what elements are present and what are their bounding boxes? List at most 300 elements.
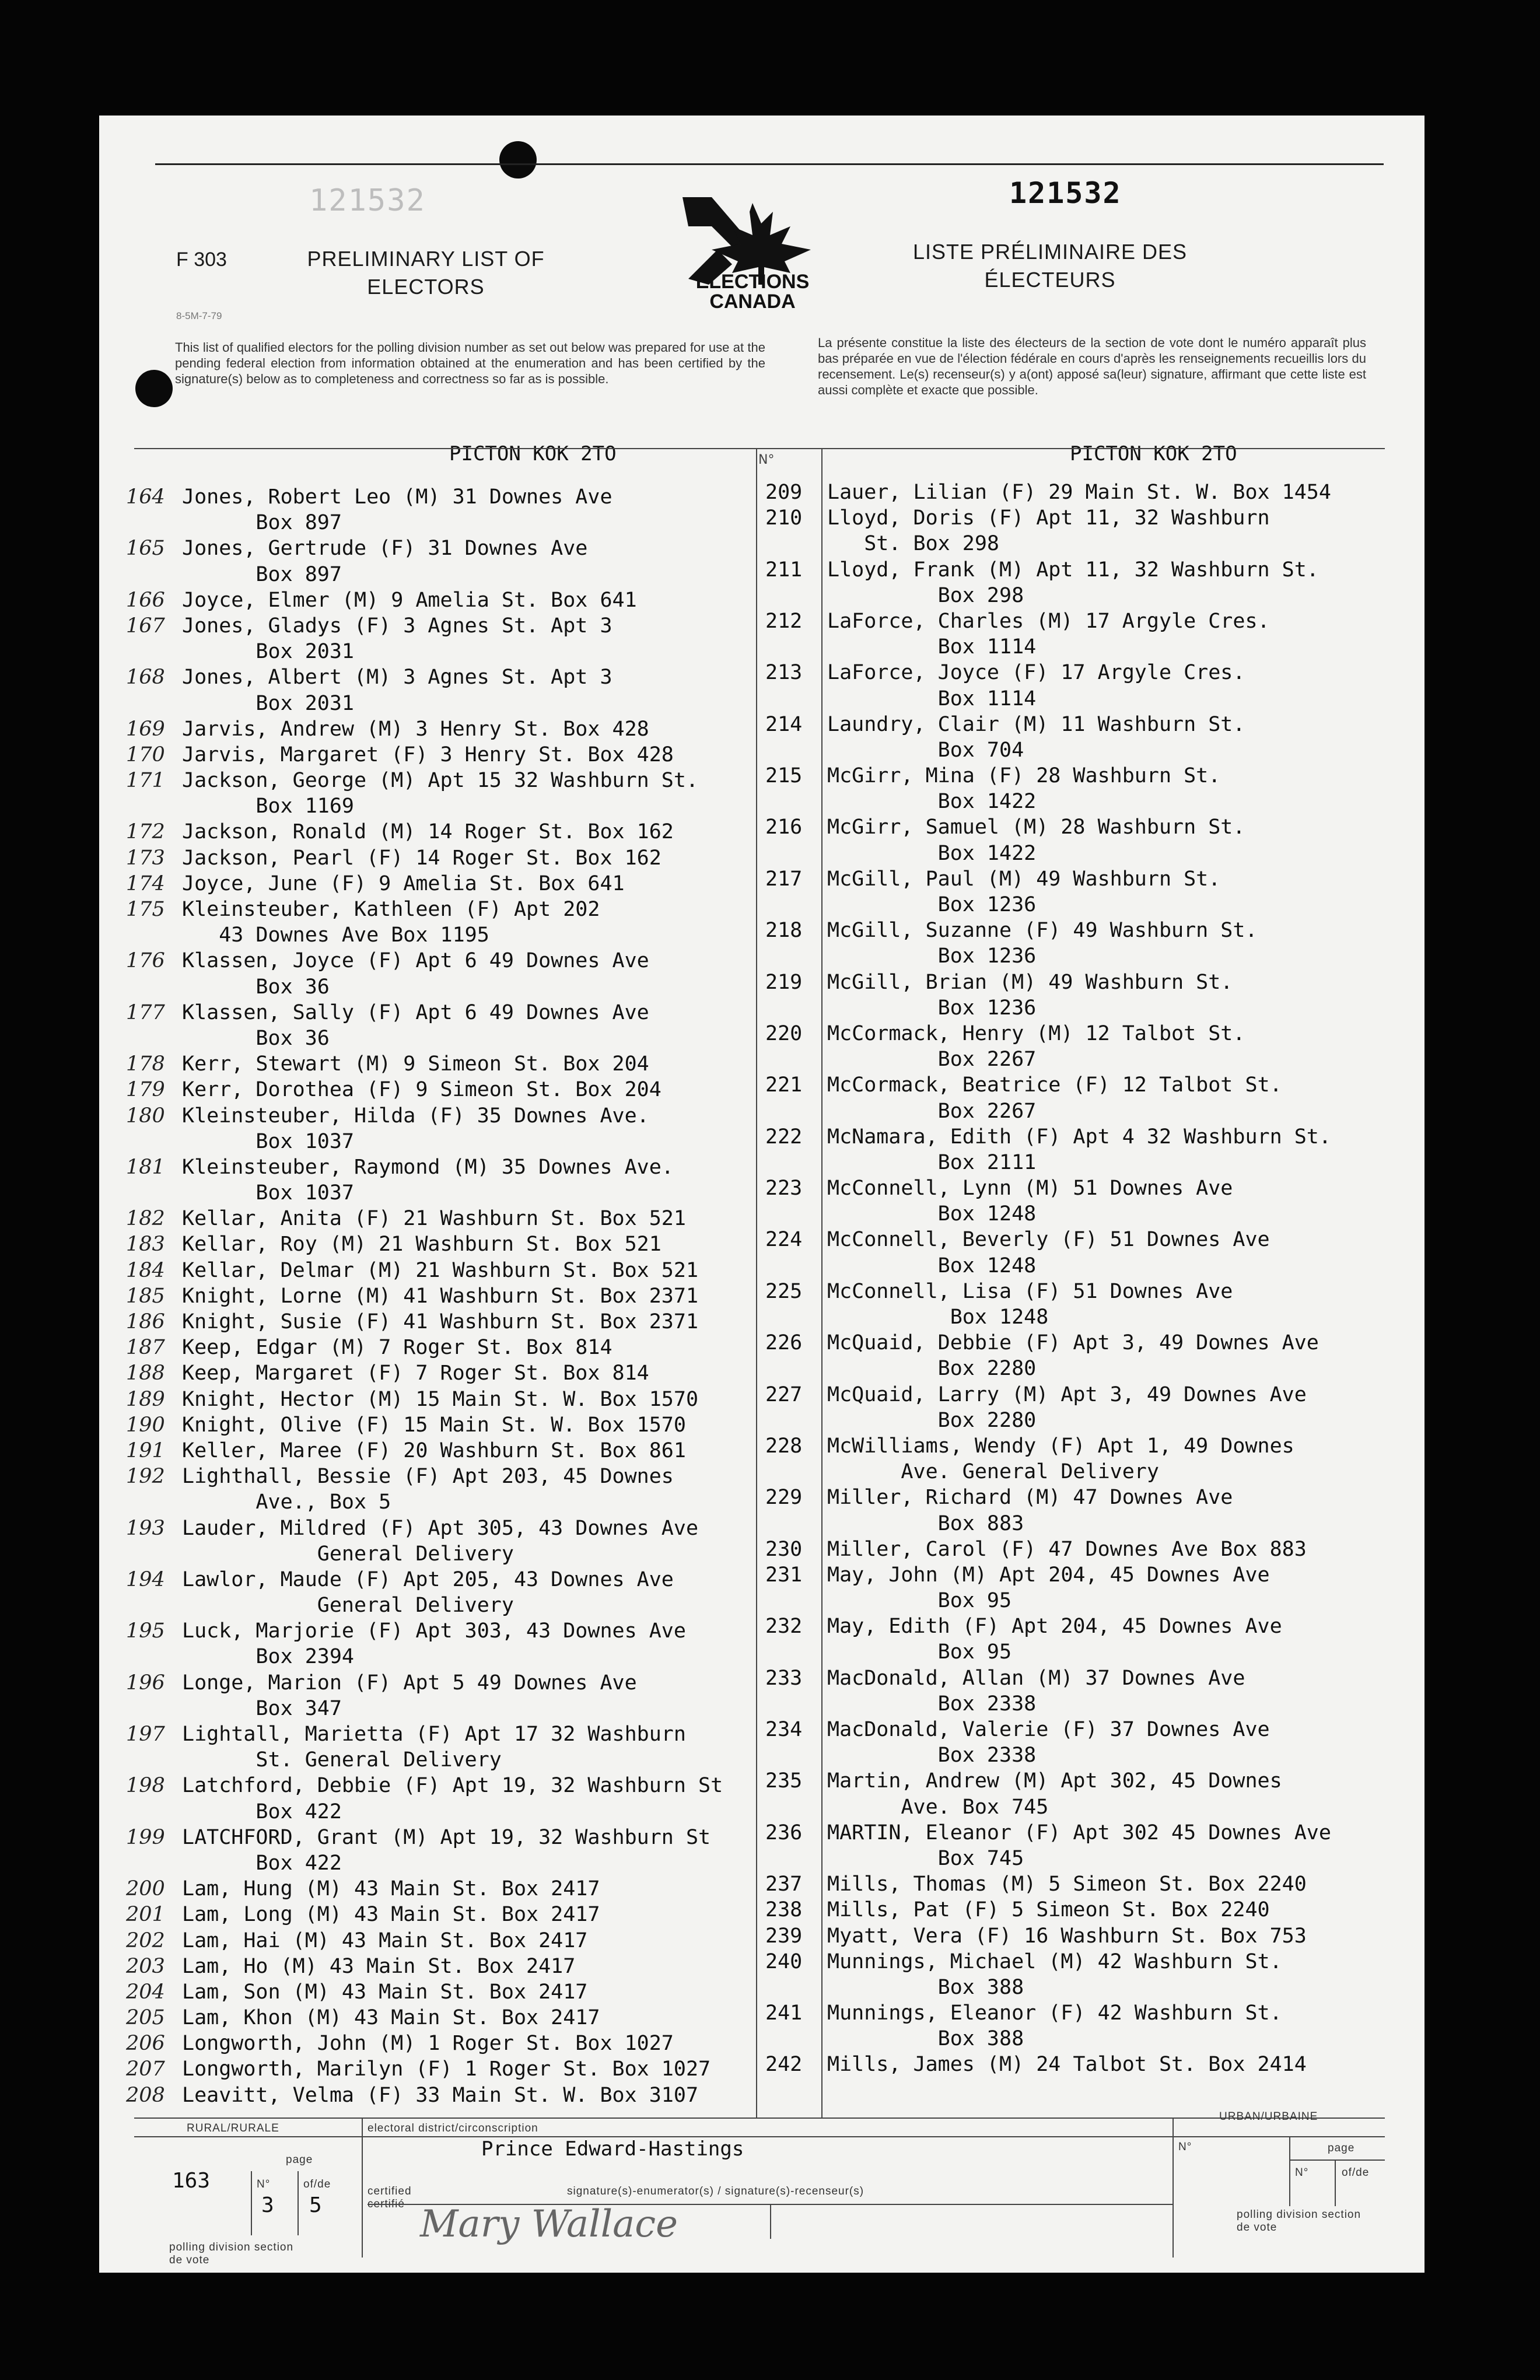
elector-number: 198 (126, 1774, 165, 1798)
elector-entry-line (765, 1098, 1395, 1124)
elector-text: Ave. General Delivery (827, 1460, 1159, 1484)
elector-text: Laundry, Clair (M) 11 Washburn St. (827, 712, 1245, 736)
elector-entry-line (765, 1459, 1395, 1485)
elector-entry-line (126, 1360, 762, 1386)
elector-text: Kerr, Stewart (M) 9 Simeon St. Box 204 (182, 1052, 649, 1076)
urban-of-divider (1335, 2160, 1336, 2206)
elector-entry-line (126, 742, 762, 768)
elector-number: 166 (126, 588, 165, 612)
elector-number: 205 (126, 2006, 165, 2030)
elector-text: Box 298 (827, 583, 1024, 607)
elector-entry-line (126, 1902, 762, 1927)
elector-entry-line (126, 2005, 762, 2031)
elector-entry-line (765, 1201, 1395, 1227)
elector-entry-line (126, 716, 762, 742)
elector-text: Box 388 (827, 2027, 1024, 2051)
elector-entry-line (126, 1825, 762, 1850)
elector-entry-line (765, 1639, 1395, 1665)
elector-number: 240 (765, 1950, 803, 1973)
elector-entry-line (765, 2000, 1395, 2026)
signature-box-divider (770, 2204, 771, 2239)
elector-entry-line (765, 2052, 1395, 2077)
elector-text: Mills, Pat (F) 5 Simeon St. Box 2240 (827, 1898, 1270, 1922)
punch-hole-top (499, 141, 537, 178)
elector-number: 237 (765, 1873, 803, 1896)
polling-division-label-right: polling division section de vote (1237, 2208, 1362, 2234)
elector-text: Kellar, Delmar (M) 21 Washburn St. Box 521 (182, 1258, 699, 1282)
elector-text: Kerr, Dorothea (F) 9 Simeon St. Box 204 (182, 1078, 662, 1102)
elector-entry-line (765, 1046, 1395, 1072)
elector-text: Kellar, Roy (M) 21 Washburn St. Box 521 (182, 1233, 662, 1256)
elector-number: 238 (765, 1898, 803, 1922)
elector-text: Box 2111 (827, 1150, 1037, 1174)
elector-text: Jarvis, Andrew (M) 3 Henry St. Box 428 (182, 717, 649, 741)
elector-entry-line (126, 819, 762, 845)
elector-text: Box 1236 (827, 996, 1037, 1020)
elector-text: Box 388 (827, 1975, 1024, 1999)
elector-number: 217 (765, 867, 803, 891)
elector-entry-line (126, 639, 762, 664)
elector-text: Box 1236 (827, 893, 1037, 916)
elector-entry-line (765, 531, 1395, 556)
elector-text: McCormack, Beatrice (F) 12 Talbot St. (827, 1073, 1282, 1097)
elector-text: Box 1037 (182, 1129, 355, 1153)
certified-label: certified certifié (368, 2185, 412, 2210)
elector-entry-line (765, 1408, 1395, 1433)
elector-text: Box 2338 (827, 1692, 1037, 1716)
columns-top-rule (134, 448, 1385, 449)
elector-entry-line (126, 1670, 762, 1696)
elector-entry-line (765, 1227, 1395, 1252)
elector-text: Box 897 (182, 511, 342, 535)
footer-top-rule (134, 2118, 1385, 2119)
elector-number: 226 (765, 1331, 803, 1355)
elector-number: 234 (765, 1718, 803, 1741)
elector-entry-line (126, 1489, 762, 1515)
elector-entry-line (765, 557, 1395, 583)
elector-entry-line (765, 1253, 1395, 1279)
elector-number: 236 (765, 1821, 803, 1845)
elector-entry-line (126, 1026, 762, 1051)
elector-entry-line (765, 1304, 1395, 1330)
elector-entry-line (765, 1433, 1395, 1459)
elector-number: 213 (765, 661, 803, 685)
elector-entry-line (126, 1644, 762, 1670)
elector-entry-line (765, 1072, 1395, 1098)
elector-entry-line (126, 1979, 762, 2005)
elector-text: Lam, Ho (M) 43 Main St. Box 2417 (182, 1954, 576, 1978)
elector-text: Jackson, Ronald (M) 14 Roger St. Box 162 (182, 820, 674, 844)
elector-text: McCormack, Henry (M) 12 Talbot St. (827, 1021, 1245, 1045)
district-label: electoral district/circonscription (368, 2122, 538, 2134)
elector-text: St. Box 298 (827, 532, 1000, 556)
electoral-district: Prince Edward-Hastings (481, 2137, 744, 2161)
elector-text: McConnell, Lisa (F) 51 Downes Ave (827, 1279, 1233, 1303)
elector-entry-line (765, 1511, 1395, 1536)
elector-text: Myatt, Vera (F) 16 Washburn St. Box 753 (827, 1924, 1307, 1948)
elector-text: Munnings, Michael (M) 42 Washburn St. (827, 1950, 1282, 1973)
elector-text: McGill, Suzanne (F) 49 Washburn St. (827, 919, 1258, 943)
elector-number: 188 (126, 1362, 165, 1385)
elector-entry-line (126, 613, 762, 639)
elector-number: 218 (765, 919, 803, 943)
elector-text: LATCHFORD, Grant (M) Apt 19, 32 Washburn St (182, 1825, 711, 1849)
elector-entry-line (765, 892, 1395, 918)
elector-entry-line (126, 768, 762, 793)
form-code: F 303 (176, 249, 227, 271)
elector-text: General Delivery (182, 1594, 514, 1618)
elector-entry-line (126, 1258, 762, 1283)
elector-number: 196 (126, 1671, 165, 1695)
elector-entry-line (126, 1592, 762, 1618)
elector-entry-line (126, 948, 762, 974)
elector-entry-line (126, 1799, 762, 1825)
elector-number: 195 (126, 1619, 165, 1643)
elector-text: Ave., Box 5 (182, 1490, 391, 1514)
elector-number: 232 (765, 1615, 803, 1639)
elector-number: 210 (765, 506, 803, 530)
elector-entry-line (765, 712, 1395, 737)
elector-text: McGill, Paul (M) 49 Washburn St. (827, 867, 1221, 891)
elector-entry-line (765, 505, 1395, 531)
elector-entry-line (126, 1747, 762, 1773)
elector-entry-line (126, 536, 762, 561)
elector-text: St. General Delivery (182, 1748, 502, 1772)
elector-entry-line (126, 1928, 762, 1954)
elector-text: Box 1248 (827, 1254, 1037, 1278)
elector-entry-line (126, 1180, 762, 1206)
elector-number: 216 (765, 816, 803, 839)
signature-label: signature(s)-enumerator(s) / signature(s)-recenseur(s) (567, 2185, 864, 2197)
elector-entry-line (765, 1562, 1395, 1588)
rural-label: RURAL/RURALE (187, 2122, 279, 2134)
elector-number: 171 (126, 769, 165, 793)
elector-text: May, Edith (F) Apt 204, 45 Downes Ave (827, 1615, 1282, 1639)
elector-entry-line (126, 1000, 762, 1026)
elector-entry-line (765, 1150, 1395, 1175)
elector-number: 194 (126, 1567, 165, 1591)
elector-entry-line (765, 660, 1395, 685)
elector-entry-line (126, 845, 762, 871)
elector-text: Klassen, Joyce (F) Apt 6 49 Downes Ave (182, 949, 649, 973)
elector-entry-line (765, 1949, 1395, 1975)
polling-division-label-left: polling division section de vote (169, 2241, 294, 2266)
elector-text: Box 1169 (182, 794, 355, 818)
elector-number: 215 (765, 764, 803, 788)
elector-number: 178 (126, 1052, 165, 1076)
print-code: 8-5M-7-79 (176, 310, 222, 321)
elector-text: Keep, Edgar (M) 7 Roger St. Box 814 (182, 1336, 612, 1360)
elector-text: Latchford, Debbie (F) Apt 19, 32 Washburn St (182, 1774, 723, 1798)
elector-entry-line (126, 1721, 762, 1747)
elector-number: 183 (126, 1233, 165, 1256)
elector-number: 170 (126, 743, 165, 766)
elector-number: 189 (126, 1387, 165, 1411)
elector-entry-line (126, 1618, 762, 1644)
elector-entry-line (126, 1773, 762, 1798)
elector-entry-line (765, 1665, 1395, 1691)
elector-entry-line (765, 918, 1395, 943)
elector-entry-line (126, 793, 762, 819)
elector-entry-line (765, 1742, 1395, 1768)
of-label-left: of/de (303, 2178, 331, 2190)
page-label-left: page (286, 2154, 313, 2166)
elector-text: Box 1248 (827, 1306, 1049, 1329)
elector-entry-line (126, 1567, 762, 1592)
intro-english: This list of qualified electors for the polling division number as set out below was prepared for use at the pending federal election from information obtained at the enumeration and has been certified by the signature(s) below as to completeness and correctness so far as is possible. (175, 340, 765, 386)
elector-text: Keller, Maree (F) 20 Washburn St. Box 861 (182, 1438, 686, 1462)
elector-text: Lam, Son (M) 43 Main St. Box 2417 (182, 1980, 588, 2004)
elector-text: Box 95 (827, 1589, 1012, 1613)
elector-entry-line (765, 1975, 1395, 2000)
elector-text: Box 422 (182, 1800, 342, 1824)
elector-text: Box 2267 (827, 1099, 1037, 1123)
elector-text: Box 422 (182, 1851, 342, 1875)
elector-number: 190 (126, 1413, 165, 1437)
page-box-divider (251, 2171, 252, 2235)
elector-text: Longworth, John (M) 1 Roger St. Box 1027 (182, 2032, 674, 2056)
elector-text: Keep, Margaret (F) 7 Roger St. Box 814 (182, 1362, 649, 1385)
elector-number: 242 (765, 2053, 803, 2077)
ghost-serial: 121532 (309, 183, 426, 218)
page-label-right: page (1328, 2142, 1355, 2154)
elector-entry-line (765, 1691, 1395, 1717)
elector-text: Box 1422 (827, 841, 1037, 865)
intro-french: La présente constitue la liste des électeurs de la section de vote dont le numéro apparaît plus bas préparée en vue de l'élection fédérale en cours d'après les renseignements recueillis lors du recensement. Le(s) recenseur(s) y a(ont) apposé sa(leur) signature, affirmant que cette liste est aussi complète et exacte que possible. (818, 335, 1366, 397)
elector-text: Box 897 (182, 562, 342, 586)
page-total: 5 (309, 2193, 322, 2217)
elector-text: Kellar, Anita (F) 21 Washburn St. Box 521 (182, 1207, 686, 1231)
no-label-urban: N° (1178, 2141, 1192, 2153)
elector-entry-line (765, 1768, 1395, 1794)
elector-number: 186 (126, 1310, 165, 1334)
elector-text: Longworth, Marilyn (F) 1 Roger St. Box 1027 (182, 2057, 711, 2081)
elector-entry-line (765, 1279, 1395, 1304)
elector-number: 192 (126, 1465, 165, 1489)
elector-number: 168 (126, 666, 165, 690)
elector-number: 222 (765, 1125, 803, 1149)
elector-text: Joyce, June (F) 9 Amelia St. Box 641 (182, 872, 625, 895)
elector-text: MacDonald, Allan (M) 37 Downes Ave (827, 1666, 1245, 1690)
elector-text: Joyce, Elmer (M) 9 Amelia St. Box 641 (182, 588, 637, 612)
elector-entry-line (126, 1206, 762, 1231)
elector-entry-line (765, 686, 1395, 712)
elector-number: 224 (765, 1228, 803, 1252)
elector-entry-line (126, 1077, 762, 1102)
elector-number: 191 (126, 1438, 165, 1462)
elector-text: Miller, Carol (F) 47 Downes Ave Box 883 (827, 1537, 1307, 1561)
elector-number: 199 (126, 1825, 165, 1849)
elector-text: Longe, Marion (F) Apt 5 49 Downes Ave (182, 1671, 637, 1695)
elector-number: 221 (765, 1073, 803, 1097)
elector-text: May, John (M) Apt 204, 45 Downes Ave (827, 1563, 1270, 1587)
no-label-left: N° (257, 2178, 271, 2190)
elector-text: Box 1114 (827, 687, 1037, 710)
elector-number: 219 (765, 970, 803, 994)
elector-entry-line (765, 1614, 1395, 1639)
elector-entry-line (126, 1412, 762, 1438)
elector-number: 187 (126, 1336, 165, 1360)
right-location: PICTON KOK 2TO (1070, 442, 1237, 466)
footer-mid-rule (134, 2136, 1385, 2137)
urban-page-divider (1289, 2136, 1290, 2206)
elector-number: 206 (126, 2032, 165, 2056)
elector-entry-line (126, 1876, 762, 1902)
elector-text: MARTIN, Eleanor (F) Apt 302 45 Downes Ave (827, 1821, 1331, 1845)
elector-text: Kleinsteuber, Hilda (F) 35 Downes Ave. (182, 1104, 649, 1128)
elector-entry-line (765, 1485, 1395, 1510)
serial-number: 121532 (1009, 176, 1122, 210)
elector-text: Box 2280 (827, 1408, 1037, 1432)
elector-text: Jackson, Pearl (F) 14 Roger St. Box 162 (182, 846, 662, 870)
polling-division-number: 163 (172, 2169, 211, 2193)
elector-text: Lam, Hung (M) 43 Main St. Box 2417 (182, 1877, 600, 1901)
elector-text: Jones, Albert (M) 3 Agnes St. Apt 3 (182, 666, 612, 690)
elector-text: Ave. Box 745 (827, 1795, 1049, 1819)
elector-entry-line (126, 1283, 762, 1309)
elector-number: 212 (765, 609, 803, 633)
elector-text: Box 36 (182, 1026, 330, 1050)
elector-number: 228 (765, 1434, 803, 1458)
elector-number: 184 (126, 1258, 165, 1282)
elector-number: 231 (765, 1563, 803, 1587)
elector-entry-line (765, 2026, 1395, 2052)
elector-entry-line (126, 2031, 762, 2056)
footer-divider-urban (1172, 2118, 1174, 2258)
header-rule (155, 163, 1384, 165)
elector-entry-line (765, 480, 1395, 505)
elector-entry-line (126, 1464, 762, 1489)
elector-number: 164 (126, 485, 165, 509)
elector-text: MacDonald, Valerie (F) 37 Downes Ave (827, 1718, 1270, 1741)
elector-text: McQuaid, Debbie (F) Apt 3, 49 Downes Ave (827, 1331, 1319, 1355)
elector-number: 197 (126, 1723, 165, 1746)
elector-entry-line (126, 510, 762, 536)
elector-text: Jones, Robert Leo (M) 31 Downes Ave (182, 485, 612, 509)
number-column-label: N° (758, 453, 775, 467)
elector-entry-line (765, 763, 1395, 789)
logo-text: ELECTIONS CANADA (695, 271, 810, 313)
elector-entry-line (765, 970, 1395, 995)
elector-number: 211 (765, 558, 803, 582)
elector-text: Box 704 (827, 738, 1024, 762)
elector-entry-line (126, 1438, 762, 1464)
elector-number: 167 (126, 614, 165, 638)
elector-entry-line (126, 1954, 762, 1979)
elector-entry-line (765, 1923, 1395, 1949)
elector-number: 181 (126, 1155, 165, 1179)
punch-hole-left (135, 370, 173, 407)
elector-number: 204 (126, 1980, 165, 2004)
elector-text: Box 36 (182, 975, 330, 999)
elector-text: Box 1114 (827, 635, 1037, 659)
elector-number: 207 (126, 2057, 165, 2081)
elector-number: 180 (126, 1104, 165, 1128)
elector-number: 173 (126, 846, 165, 870)
elector-number: 179 (126, 1078, 165, 1102)
elector-entry-line (126, 974, 762, 1000)
elector-entry-line (765, 1794, 1395, 1820)
elector-text: Lloyd, Doris (F) Apt 11, 32 Washburn (827, 506, 1270, 530)
enumerator-signature: Mary Wallace (420, 2203, 678, 2246)
elector-text: Kleinsteuber, Kathleen (F) Apt 202 (182, 898, 600, 921)
elector-text: Knight, Susie (F) 41 Washburn St. Box 2371 (182, 1310, 699, 1334)
elector-entry-line (765, 1871, 1395, 1897)
left-entries-column (126, 484, 762, 2108)
elector-entry-line (765, 737, 1395, 763)
elector-number: 208 (126, 2083, 165, 2107)
elector-number: 235 (765, 1769, 803, 1793)
elector-text: Box 1422 (827, 790, 1037, 814)
elector-entry-line (126, 587, 762, 613)
elector-text: Lam, Hai (M) 43 Main St. Box 2417 (182, 1929, 588, 1952)
elector-number: 241 (765, 2001, 803, 2025)
elector-text: McWilliams, Wendy (F) Apt 1, 49 Downes (827, 1434, 1294, 1458)
elector-text: Luck, Marjorie (F) Apt 303, 43 Downes Ave (182, 1619, 686, 1643)
title-french: LISTE PRÉLIMINAIRE DES ÉLECTEURS (912, 240, 1188, 292)
elector-entry-line (126, 871, 762, 897)
elector-number: 230 (765, 1537, 803, 1561)
elector-number: 223 (765, 1177, 803, 1200)
elector-text: Jones, Gladys (F) 3 Agnes St. Apt 3 (182, 614, 612, 638)
elector-entry-line (126, 1541, 762, 1567)
elector-text: Box 2031 (182, 691, 355, 715)
elector-text: McQuaid, Larry (M) Apt 3, 49 Downes Ave (827, 1382, 1307, 1406)
elector-entry-line (765, 1021, 1395, 1046)
elector-number: 177 (126, 1000, 165, 1024)
elector-text: Martin, Andrew (M) Apt 302, 45 Downes (827, 1769, 1282, 1793)
elector-entry-line (765, 1536, 1395, 1562)
elector-entry-line (765, 608, 1395, 634)
elector-text: Box 883 (827, 1511, 1024, 1535)
elector-text: McConnell, Lynn (M) 51 Downes Ave (827, 1177, 1233, 1200)
elector-text: Box 2280 (827, 1357, 1037, 1381)
elector-entry-line (126, 1154, 762, 1180)
elector-text: McNamara, Edith (F) Apt 4 32 Washburn St. (827, 1125, 1331, 1149)
page-number: 3 (261, 2193, 274, 2217)
elector-text: Jackson, George (M) Apt 15 32 Washburn St. (182, 769, 699, 793)
elector-text: 43 Downes Ave Box 1195 (182, 923, 489, 947)
elector-entry-line (765, 1330, 1395, 1356)
elector-text: Lightall, Marietta (F) Apt 17 32 Washburn (182, 1723, 686, 1746)
elector-text: Mills, James (M) 24 Talbot St. Box 2414 (827, 2053, 1307, 2077)
elector-entry-line (126, 691, 762, 716)
elector-text: Jones, Gertrude (F) 31 Downes Ave (182, 537, 588, 561)
elector-entry-line (765, 995, 1395, 1021)
elector-text: General Delivery (182, 1542, 514, 1566)
elector-number: 165 (126, 537, 165, 561)
elector-text: LaForce, Charles (M) 17 Argyle Cres. (827, 609, 1270, 633)
page-of-divider (298, 2171, 299, 2235)
elector-text: Knight, Lorne (M) 41 Washburn St. Box 2371 (182, 1284, 699, 1308)
elector-number: 225 (765, 1279, 803, 1303)
elector-number: 169 (126, 717, 165, 741)
elector-number: 201 (126, 1903, 165, 1927)
elector-entry-line (765, 814, 1395, 840)
elector-number: 200 (126, 1877, 165, 1901)
elector-text: Box 1236 (827, 944, 1037, 968)
elector-text: McGirr, Samuel (M) 28 Washburn St. (827, 816, 1245, 839)
elector-entry-line (126, 1387, 762, 1412)
elector-text: McConnell, Beverly (F) 51 Downes Ave (827, 1228, 1270, 1252)
elector-text: McGill, Brian (M) 49 Washburn St. (827, 970, 1233, 994)
elector-entry-line (765, 1356, 1395, 1381)
elector-text: Kleinsteuber, Raymond (M) 35 Downes Ave. (182, 1155, 674, 1179)
elector-entry-line (765, 634, 1395, 660)
elector-entry-line (765, 1820, 1395, 1846)
elector-entry-line (765, 583, 1395, 608)
elector-number: 209 (765, 481, 803, 504)
